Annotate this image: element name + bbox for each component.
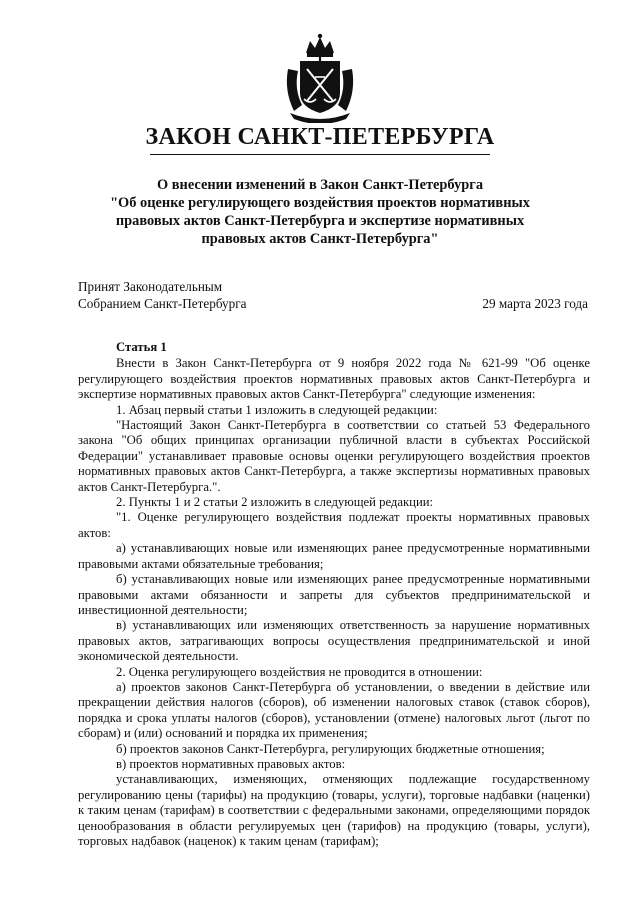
adoption-date: 29 марта 2023 года <box>482 296 588 311</box>
article-paragraph: 2. Пункты 1 и 2 статьи 2 изложить в следующей редакции: <box>116 495 434 510</box>
article-paragraph: 1. Абзац первый статьи 1 изложить в следующей редакции: <box>116 402 438 417</box>
law-subtitle <box>90 176 550 248</box>
adoption-line-2: Собранием Санкт-Петербурга <box>78 296 247 311</box>
article-body <box>78 340 590 849</box>
article-heading: Статья 1 <box>116 340 167 354</box>
subtitle-line: правовых актов Санкт-Петербурга и экспертизе нормативных <box>115 213 525 229</box>
article-paragraph: а) устанавливающих новые или изменяющих ранее предусмотренные нормативными правовыми актами обязательные требования; <box>78 541 590 571</box>
article-paragraph: устанавливающих, изменяющих, отменяющих подлежащие государственному регулированию цены (тарифы) на продукцию (товары, услуги), торговые надбавки (наценки) к таким ценам (тарифам) в соответствии с федеральными законами, определяющими порядок ценообразования в области регулируемых цен (тарифов) на продукцию (товары, услуги), торговых надбавок (наценок) к таким ценам (тарифам); <box>78 772 590 848</box>
adoption-note <box>78 278 247 312</box>
article-paragraph: б) устанавливающих новые или изменяющих ранее предусмотренные нормативными правовыми актами обязанности и запреты для субъектов предпринимательской и инвестиционной деятельности; <box>78 572 590 617</box>
coat-of-arms-emblem <box>280 33 360 123</box>
article-paragraph: 2. Оценка регулирующего воздействия не проводится в отношении: <box>116 664 483 679</box>
law-title: ЗАКОН САНКТ-ПЕТЕРБУРГА <box>145 124 495 150</box>
article-paragraph: Внести в Закон Санкт-Петербурга от 9 ноября 2022 года № 621-99 "Об оценке регулирующего воздействия проектов нормативных правовых актов Санкт-Петербурга и экспертизе нормативных правовых актов Санкт-Петербурга" следующие изменения: <box>78 356 590 402</box>
article-paragraph: в) проектов нормативных правовых актов: <box>116 756 346 771</box>
article-paragraph: а) проектов законов Санкт-Петербурга об установлении, о введении в действие или прекращении действия налогов (сборов), об изменении налоговых ставок (ставок сборов), порядка и срока уплаты налогов (сборов), установлении (отмене) налоговых льгот (льгот по сборам) и (или) оснований и порядка их применения; <box>78 679 590 741</box>
title-underline <box>150 154 490 155</box>
subtitle-line: О внесении изменений в Закон Санкт-Петербурга <box>156 177 484 193</box>
subtitle-line: правовых актов Санкт-Петербурга" <box>201 231 439 247</box>
article-paragraph: в) устанавливающих или изменяющих ответственность за нарушение нормативных правовых актов, затрагивающих вопросы осуществления предпринимательской и иной экономической деятельности. <box>78 618 590 664</box>
subtitle-line: "Об оценке регулирующего воздействия проектов нормативных <box>110 195 530 211</box>
article-paragraph: "1. Оценке регулирующего воздействия подлежат проекты нормативных правовых актов: <box>78 510 590 540</box>
article-paragraph: б) проектов законов Санкт-Петербурга, регулирующих бюджетные отношения; <box>116 741 545 756</box>
article-paragraph: "Настоящий Закон Санкт-Петербурга в соответствии со статьей 53 Федерального закона "Об общих принципах организации публичной власти в субъектах Российской Федерации" устанавливает правовые основы оценки регулирующего воздействия проектов нормативных правовых актов Санкт-Петербурга, а также экспертизы нормативных правовых актов Санкт-Петербурга.". <box>78 418 590 494</box>
adoption-line-1: Принят Законодательным <box>78 279 223 294</box>
